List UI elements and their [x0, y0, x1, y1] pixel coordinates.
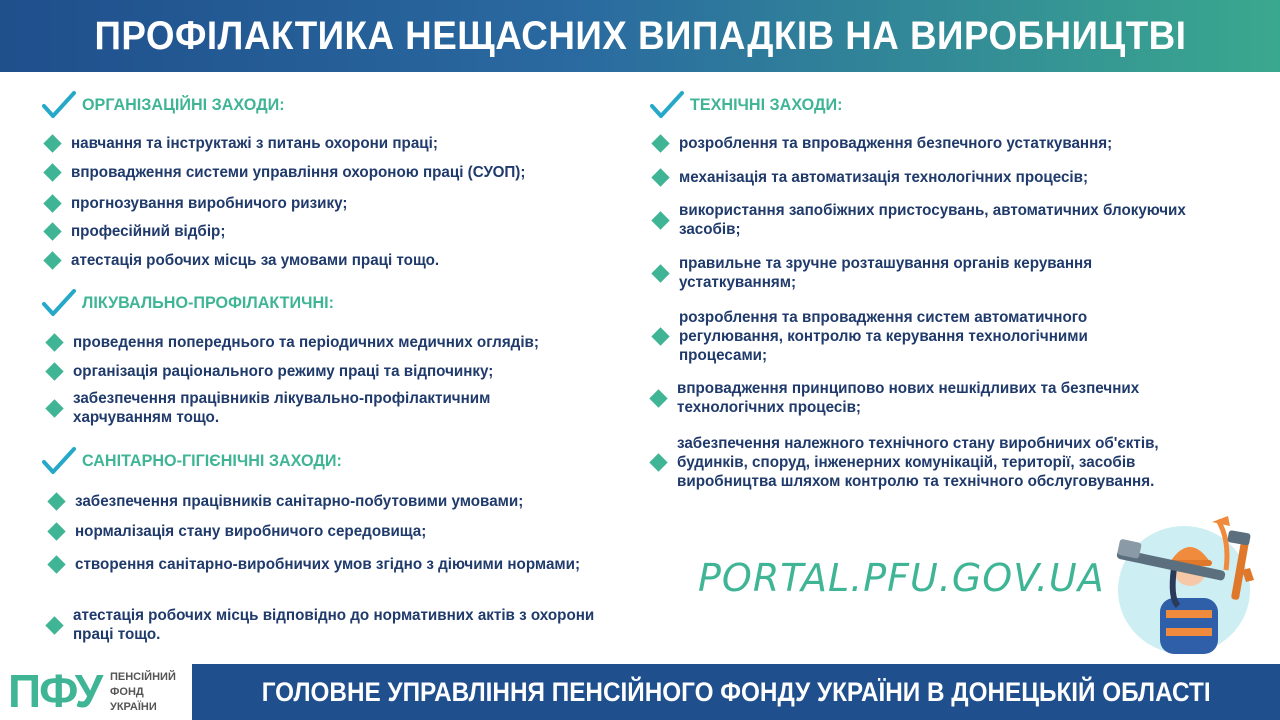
list-item: впровадження принципово нових нешкідливих та безпечних технологічних процесів;: [652, 379, 1242, 417]
diamond-bullet-icon: [649, 453, 667, 471]
diamond-bullet-icon: [651, 134, 669, 152]
diamond-bullet-icon: [45, 333, 63, 351]
section-sanitary: [42, 446, 356, 476]
section-title: ЛІКУВАЛЬНО-ПРОФІЛАКТИЧНІ:: [82, 293, 335, 312]
section-medical: [42, 288, 347, 318]
diamond-bullet-icon: [651, 327, 669, 345]
section-title: ОРГАНІЗАЦІЙНІ ЗАХОДИ:: [82, 95, 285, 114]
section-title-row: [42, 288, 347, 318]
list-item: організація раціонального режиму праці та відпочинку;: [48, 362, 515, 381]
list-item: професійний відбір;: [46, 222, 234, 241]
checkmark-icon: [650, 90, 684, 120]
organization-name: ГОЛОВНЕ УПРАВЛІННЯ ПЕНСІЙНОГО ФОНДУ УКРАЇНИ В ДОНЕЦЬКІЙ ОБЛАСТІ: [261, 676, 1211, 707]
checkmark-icon: [42, 90, 76, 120]
diamond-bullet-icon: [47, 555, 65, 573]
list-item: навчання та інструктажі з питань охорони праці;: [46, 134, 457, 153]
list-item: правильне та зручне розташування органів керування устаткуванням;: [654, 254, 1194, 292]
pfu-logo: ПФУ: [8, 665, 102, 717]
list-item: проведення попереднього та періодичних медичних оглядів;: [48, 333, 563, 352]
list-item: атестація робочих місць за умовами праці тощо.: [46, 251, 458, 270]
list-item: створення санітарно-виробничих умов згідно з діючими нормами;: [50, 555, 610, 574]
page-title: ПРОФІЛАКТИКА НЕЩАСНИХ ВИПАДКІВ НА ВИРОБНИЦТВІ: [94, 13, 1186, 58]
diamond-bullet-icon: [47, 492, 65, 510]
list-item: механізація та автоматизація технологічних процесів;: [654, 168, 1110, 187]
diamond-bullet-icon: [45, 362, 63, 380]
diamond-bullet-icon: [43, 134, 61, 152]
diamond-bullet-icon: [43, 222, 61, 240]
checkmark-icon: [42, 288, 76, 318]
list-item: використання запобіжних пристосувань, автоматичних блокуючих засобів;: [654, 201, 1214, 239]
section-title: ТЕХНІЧНІ ЗАХОДИ:: [690, 95, 843, 114]
diamond-bullet-icon: [651, 168, 669, 186]
section-title-row: [42, 446, 356, 476]
diamond-bullet-icon: [47, 522, 65, 540]
list-item: розроблення та впровадження безпечного устаткування;: [654, 134, 1135, 153]
section-technical: [650, 90, 851, 120]
diamond-bullet-icon: [43, 251, 61, 269]
diamond-bullet-icon: [43, 194, 61, 212]
diamond-bullet-icon: [649, 389, 667, 407]
checkmark-icon: [42, 446, 76, 476]
list-item: забезпечення належного технічного стану виробничих об'єктів, будинків, споруд, інженерних комунікацій, території, засобів виробництва шляхом контролю та технічного обслуговування.: [652, 434, 1262, 491]
header-banner: [0, 0, 1280, 72]
section-title-row: [42, 90, 295, 120]
diamond-bullet-icon: [43, 163, 61, 181]
list-item: забезпечення працівників санітарно-побутовими умовами;: [50, 492, 547, 511]
section-organizational: [42, 90, 295, 120]
diamond-bullet-icon: [651, 211, 669, 229]
section-title-row: [650, 90, 851, 120]
website-link[interactable]: PORTAL.PFU.GOV.UA: [698, 556, 1105, 600]
list-item: впровадження системи управління охороною праці (СУОП);: [46, 163, 549, 182]
diamond-bullet-icon: [45, 616, 63, 634]
diamond-bullet-icon: [651, 264, 669, 282]
list-item: прогнозування виробничого ризику;: [46, 194, 362, 213]
pfu-logo-text: ПЕНСІЙНИЙ ФОНД УКРАЇНИ: [110, 671, 176, 713]
list-item: нормалізація стану виробничого середовища;: [50, 522, 445, 541]
footer-banner: [192, 664, 1280, 720]
diamond-bullet-icon: [45, 399, 63, 417]
list-item: атестація робочих місць відповідно до нормативних актів з охорони праці тощо.: [48, 606, 638, 644]
list-item: розроблення та впровадження систем автоматичного регулювання, контролю та керування технологічними процесами;: [654, 308, 1194, 365]
worker-illustration: [1112, 510, 1262, 658]
list-item: забезпечення працівників лікувально-профілактичним харчуванням тощо.: [48, 389, 608, 427]
section-title: САНІТАРНО-ГІГІЄНІЧНІ ЗАХОДИ:: [82, 451, 342, 470]
